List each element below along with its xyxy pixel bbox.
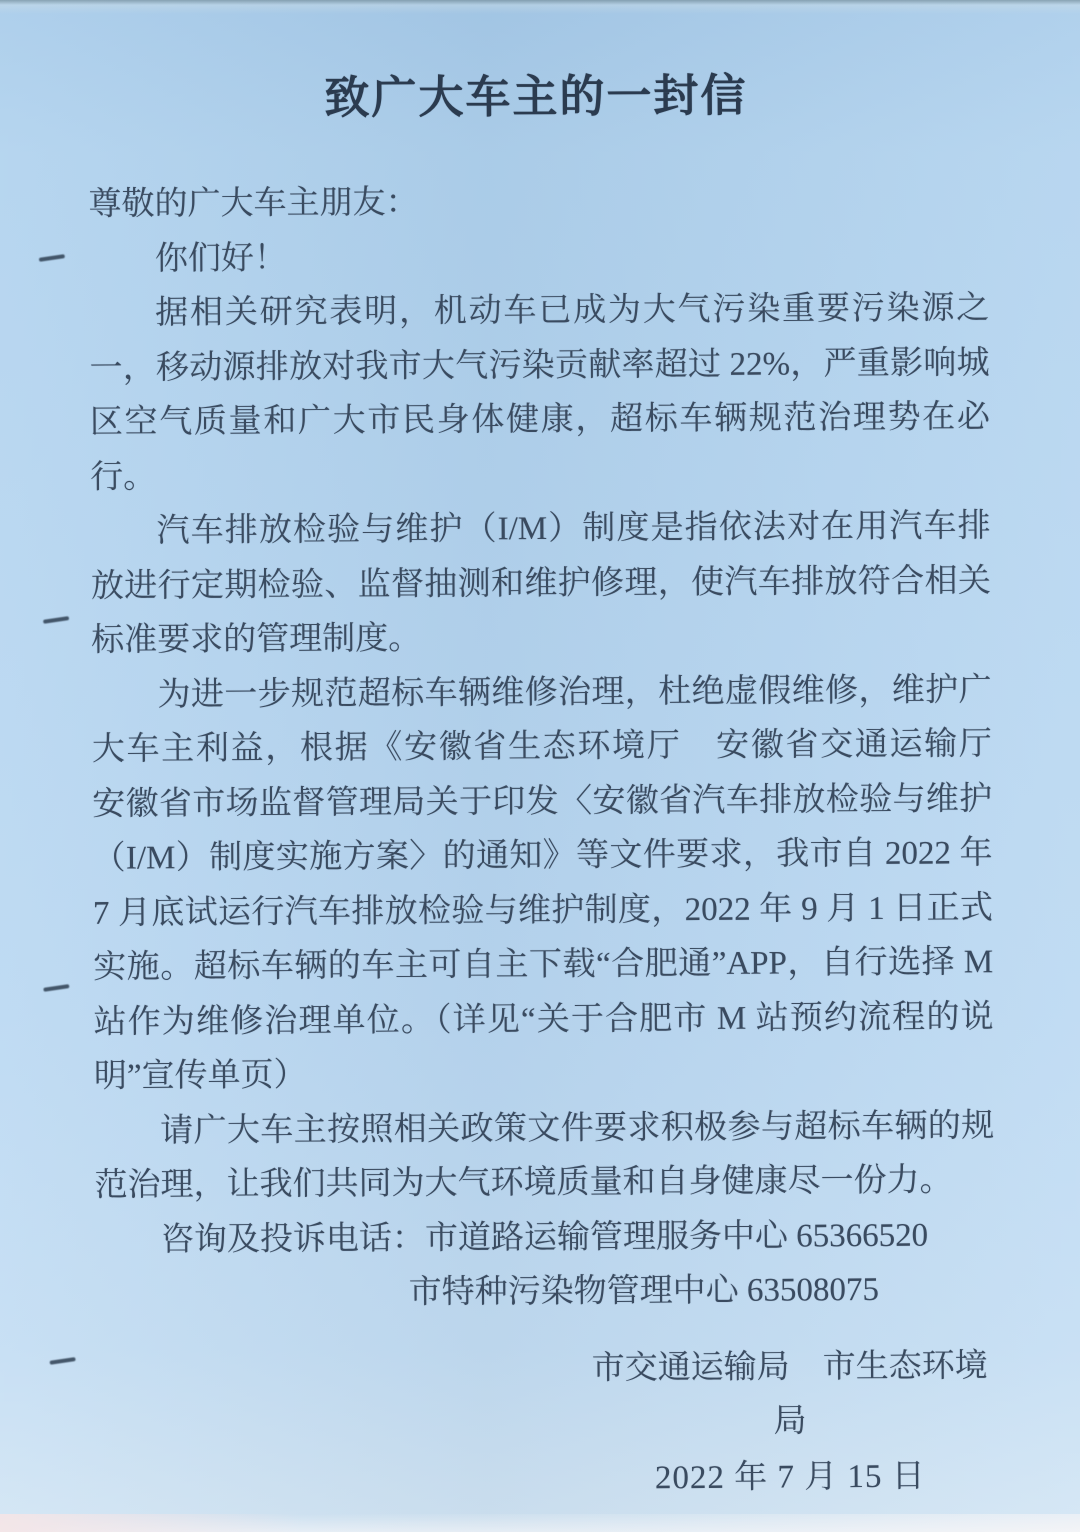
fold-mark — [39, 254, 65, 262]
greeting: 你们好！ — [154, 240, 288, 277]
paragraph-appeal: 请广大车主按照相关政策文件要求积极参与超标车辆的规范治理，让我们共同为大气环境质量和自身健康尽一份力。 — [94, 1107, 995, 1204]
contact-phone-special-pollutants: 市特种污染物管理中心 63508075 — [408, 1271, 880, 1311]
contact-phone-road-transport: 市道路运输管理服务中心 65366520 — [424, 1217, 929, 1257]
contact-label: 咨询及投诉电话： — [160, 1220, 425, 1258]
paragraph-pollution-source: 据相关研究表明，机动车已成为大气污染重要污染源之一，移动源排放对我市大气污染贡献率超过 22%，严重影响城区空气质量和广大市民身体健康，超标车辆规范治理势在必行。 — [89, 290, 990, 496]
paragraph-policy-implementation: 为进一步规范超标车辆维修治理，杜绝虚假维修，维护广大车主利益，根据《安徽省生态环境厅 安徽省交通运输厅 安徽省市场监督管理局关于印发〈安徽省汽车排放检验与维护（I/M）制度实施方案〉的通知》等文件要求，我市自 2022 年 7 月底试运行汽车排放检验与维护制度，2022 年 9 月 1 日正式实施。超标车辆的车主可自主下载“合肥通”APP，自行选择 M 站作为维修治理单位。（详见“关于合肥市 M 站预约流程的说明”宣传单页） — [91, 671, 1025, 1095]
fold-mark — [49, 1357, 75, 1365]
fold-mark — [43, 616, 69, 624]
letter-title: 致广大车主的一封信 — [324, 68, 748, 125]
salutation: 尊敬的广大车主朋友： — [88, 184, 419, 223]
signature-organizations: 市交通运输局 市生态环境局 — [591, 1348, 988, 1440]
signature-date: 2022 年 7 月 15 日 — [654, 1458, 926, 1497]
fold-mark — [43, 984, 69, 992]
contact-line-1 — [95, 1208, 995, 1268]
paragraph-im-system: 汽车排放检验与维护（I/M）制度是指依法对在用汽车排放进行定期检验、监督抽测和维护修理，使汽车排放符合相关标准要求的管理制度。 — [90, 508, 991, 659]
signature-block — [580, 1339, 1001, 1506]
letter-body — [88, 172, 1025, 1322]
